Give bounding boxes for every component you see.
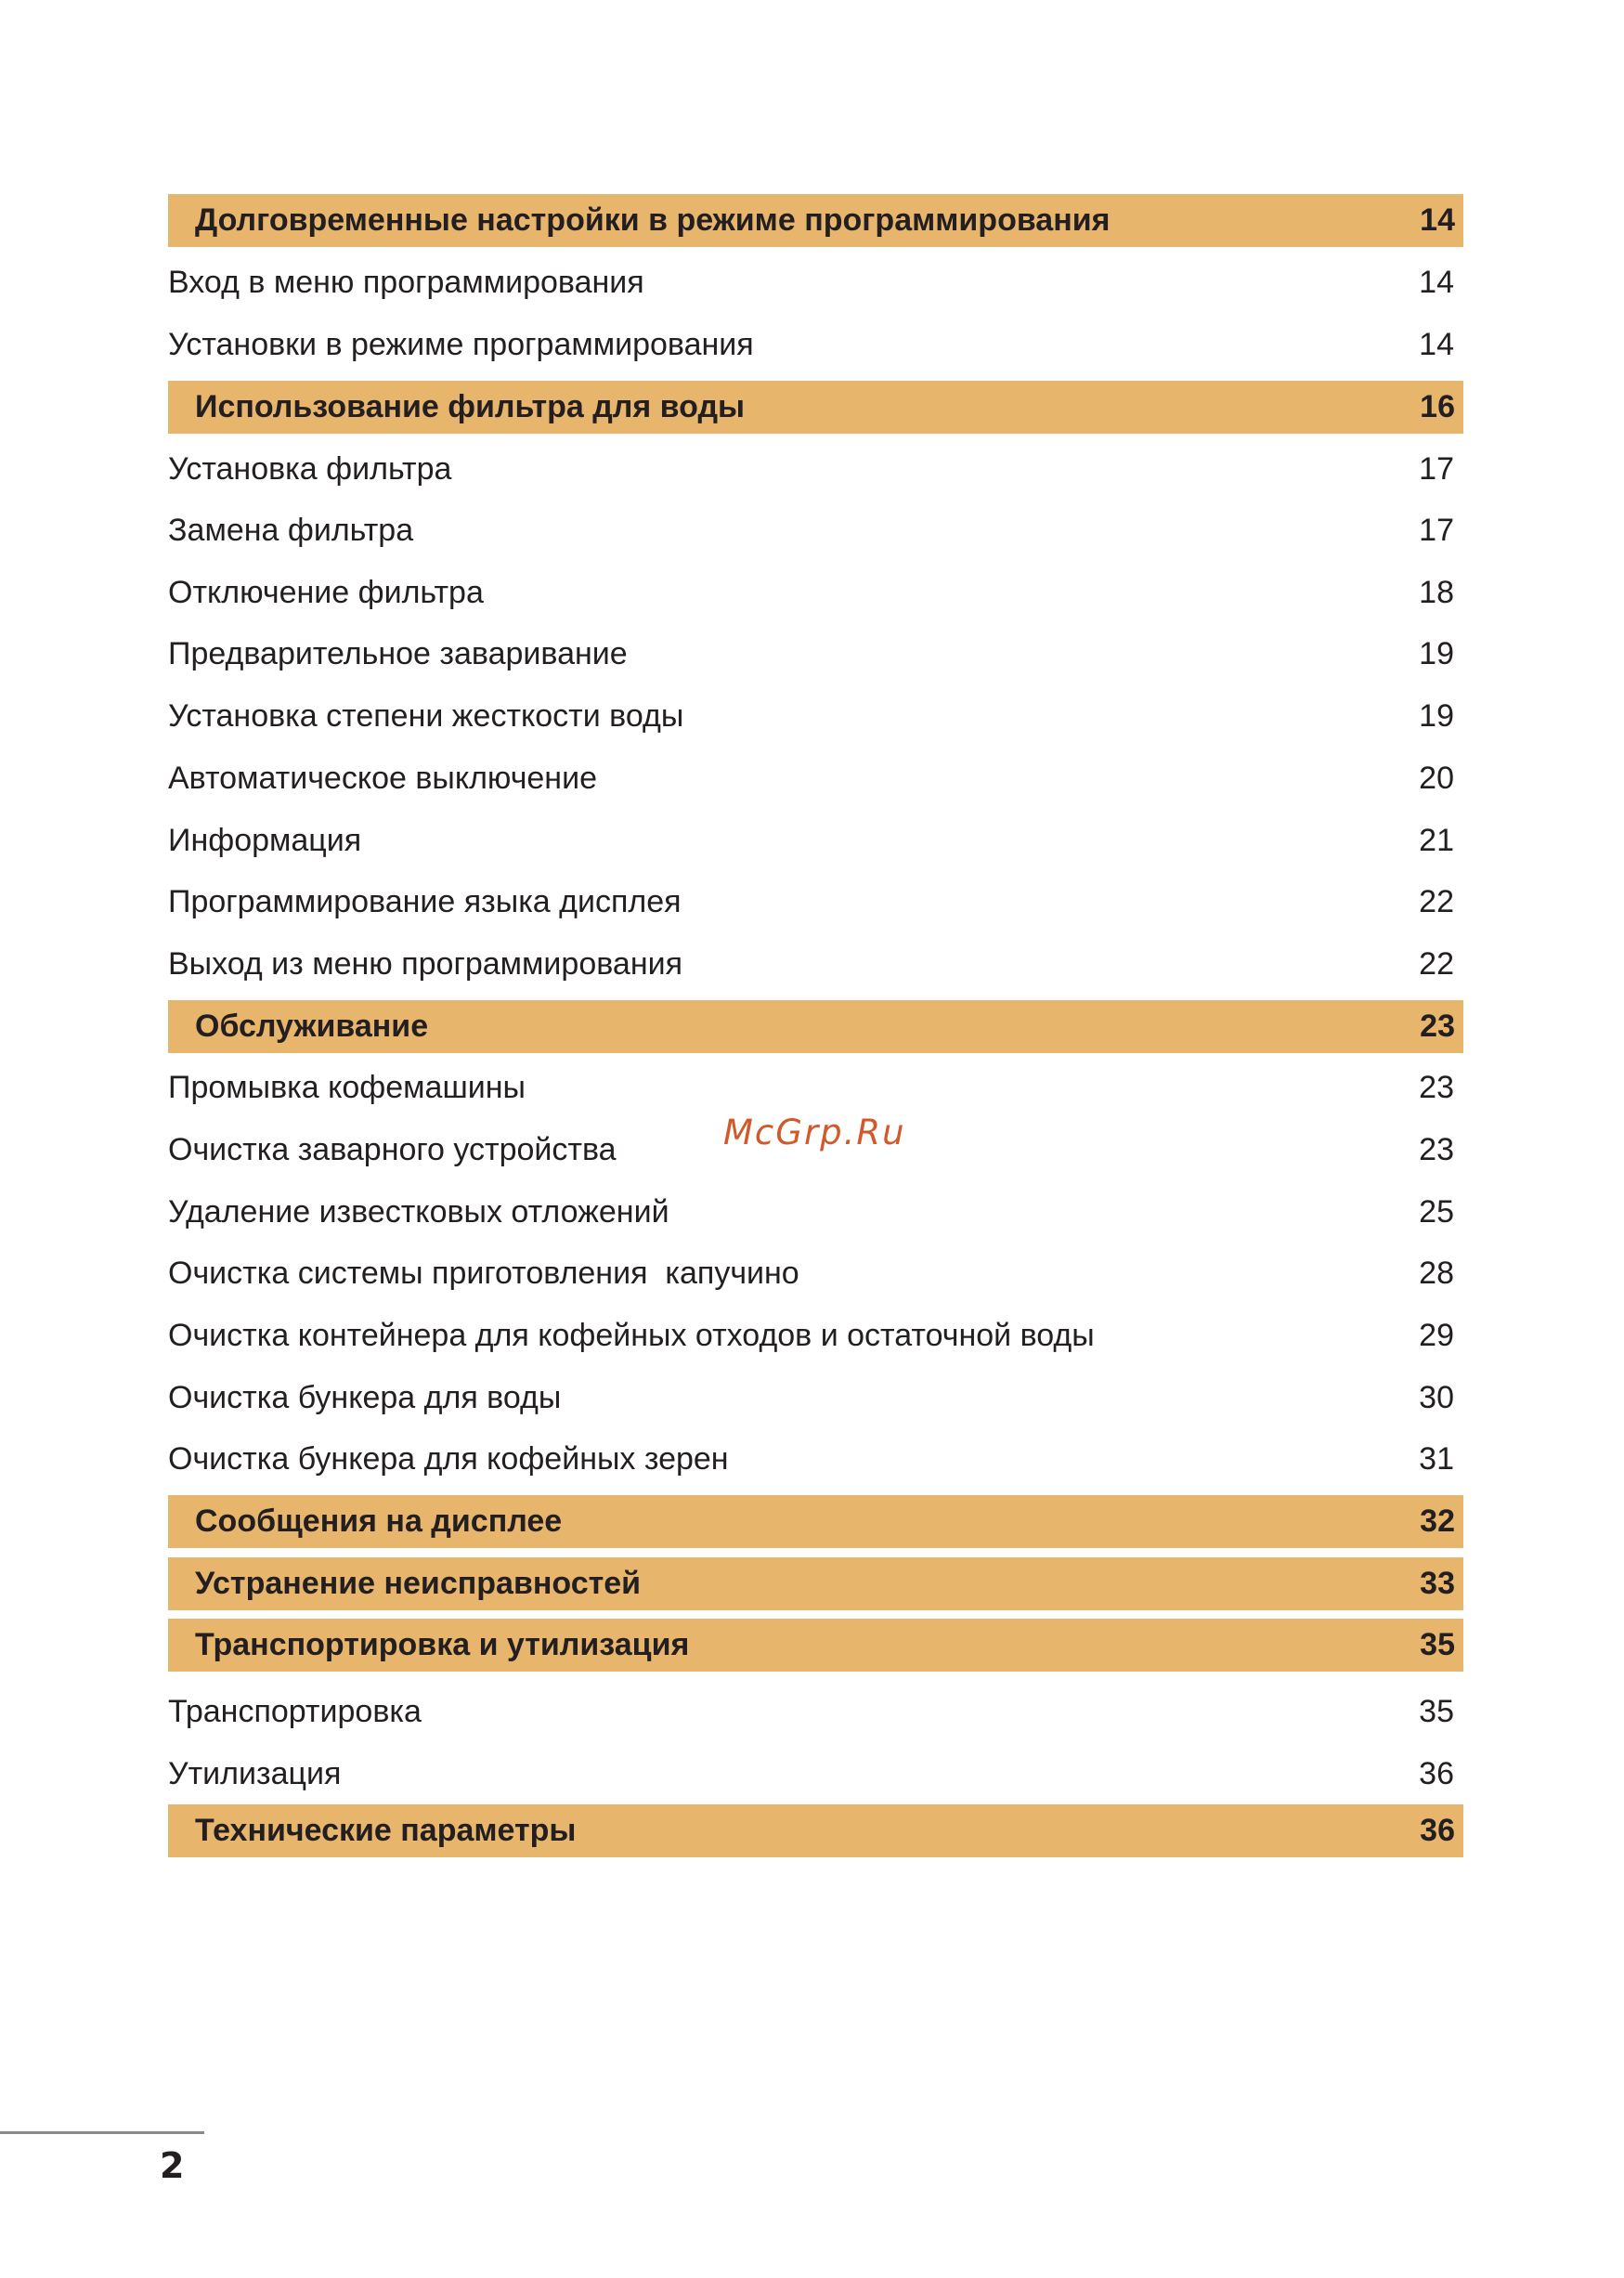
- toc-title: Установка степени жесткости воды: [168, 698, 684, 734]
- toc-entry[interactable]: [168, 1748, 1463, 1801]
- toc-page-number: 30: [1419, 1380, 1454, 1415]
- toc-page-number: 18: [1419, 575, 1454, 610]
- toc-entry[interactable]: [168, 814, 1463, 867]
- toc-title: Очистка бункера для воды: [168, 1380, 562, 1415]
- toc-entry[interactable]: [168, 1061, 1463, 1114]
- toc-page-number: 20: [1419, 761, 1454, 796]
- toc-title: Выход из меню программирования: [168, 946, 682, 982]
- toc-page-number: 14: [1419, 265, 1454, 300]
- toc-entry[interactable]: [168, 319, 1463, 371]
- toc-title: Очистка бункера для кофейных зерен: [168, 1441, 729, 1477]
- toc-section-header[interactable]: [168, 1804, 1463, 1857]
- toc-entry[interactable]: [168, 1247, 1463, 1300]
- toc-title: Очистка системы приготовления капучино: [168, 1256, 799, 1291]
- toc-page-number: 22: [1419, 946, 1454, 982]
- toc-page-number: 31: [1419, 1441, 1454, 1477]
- toc-title: Очистка заварного устройства: [168, 1132, 617, 1167]
- toc-page-number: 23: [1419, 1070, 1454, 1105]
- toc-title: Промывка кофемашины: [168, 1070, 526, 1105]
- toc-page-number: 14: [1420, 202, 1455, 238]
- toc-page-number: 17: [1419, 451, 1454, 487]
- toc-page-number: 22: [1419, 884, 1454, 919]
- toc-title: Замена фильтра: [168, 513, 414, 548]
- toc-page-number: 19: [1419, 698, 1454, 734]
- toc-page-number: 17: [1419, 513, 1454, 548]
- toc-entry[interactable]: [168, 1186, 1463, 1239]
- toc-title: Установка фильтра: [168, 451, 452, 487]
- toc-entry[interactable]: [168, 628, 1463, 681]
- toc-section-header[interactable]: [168, 381, 1463, 434]
- toc-page-number: 28: [1419, 1256, 1454, 1291]
- toc-page-number: 21: [1419, 823, 1454, 858]
- toc-title: Использование фильтра для воды: [195, 389, 746, 424]
- toc-entry[interactable]: [168, 876, 1463, 929]
- toc-title: Предварительное заваривание: [168, 636, 628, 671]
- toc-entry[interactable]: [168, 566, 1463, 619]
- toc-section-header[interactable]: [168, 1557, 1463, 1610]
- page-number: 2: [160, 2145, 185, 2186]
- toc-entry[interactable]: [168, 1309, 1463, 1362]
- page-rule: [0, 2131, 204, 2134]
- toc-title: Технические параметры: [195, 1813, 577, 1848]
- toc-title: Утилизация: [168, 1756, 342, 1791]
- toc-title: Сообщения на дисплее: [195, 1503, 563, 1539]
- toc-page-number: 35: [1420, 1627, 1455, 1662]
- toc-page-number: 23: [1419, 1132, 1454, 1167]
- toc-title: Устранение неисправностей: [195, 1566, 642, 1601]
- toc-title: Отключение фильтра: [168, 575, 484, 610]
- toc-entry[interactable]: [168, 690, 1463, 743]
- toc-section-header[interactable]: [168, 1495, 1463, 1548]
- toc-title: Автоматическое выключение: [168, 761, 597, 796]
- toc-title: Очистка контейнера для кофейных отходов и остаточной воды: [168, 1318, 1095, 1353]
- toc-title: Транспортировка и утилизация: [195, 1627, 690, 1662]
- toc-page-number: 36: [1420, 1813, 1455, 1848]
- toc-entry[interactable]: [168, 504, 1463, 557]
- toc-entry[interactable]: [168, 1372, 1463, 1425]
- toc-page-number: 23: [1420, 1009, 1455, 1044]
- toc-title: Установки в режиме программирования: [168, 327, 754, 362]
- toc-title: Обслуживание: [195, 1009, 429, 1044]
- toc-title: Транспортировка: [168, 1694, 422, 1729]
- toc-entry[interactable]: [168, 256, 1463, 309]
- toc-page-number: 16: [1420, 389, 1455, 424]
- toc-page-number: 36: [1419, 1756, 1454, 1791]
- toc-section-header[interactable]: [168, 1619, 1463, 1672]
- toc-page-number: 32: [1420, 1503, 1455, 1539]
- toc-title: Долговременные настройки в режиме программирования: [195, 202, 1111, 238]
- toc-entry[interactable]: [168, 443, 1463, 496]
- toc-title: Вход в меню программирования: [168, 265, 644, 300]
- toc-title: Удаление известковых отложений: [168, 1194, 669, 1230]
- toc-page-number: 35: [1419, 1694, 1454, 1729]
- toc-entry[interactable]: [168, 1433, 1463, 1486]
- toc-section-header[interactable]: [168, 194, 1463, 247]
- toc-page-number: 29: [1419, 1318, 1454, 1353]
- toc-entry[interactable]: [168, 938, 1463, 991]
- toc-page-number: 25: [1419, 1194, 1454, 1230]
- toc-entry[interactable]: [168, 752, 1463, 805]
- watermark: McGrp.Ru: [723, 1113, 906, 1152]
- toc-title: Информация: [168, 823, 362, 858]
- toc-page-number: 33: [1420, 1566, 1455, 1601]
- toc-section-header[interactable]: [168, 1000, 1463, 1053]
- toc-title: Программирование языка дисплея: [168, 884, 682, 919]
- toc-entry[interactable]: [168, 1686, 1463, 1738]
- toc-page-number: 14: [1419, 327, 1454, 362]
- toc-page-number: 19: [1419, 636, 1454, 671]
